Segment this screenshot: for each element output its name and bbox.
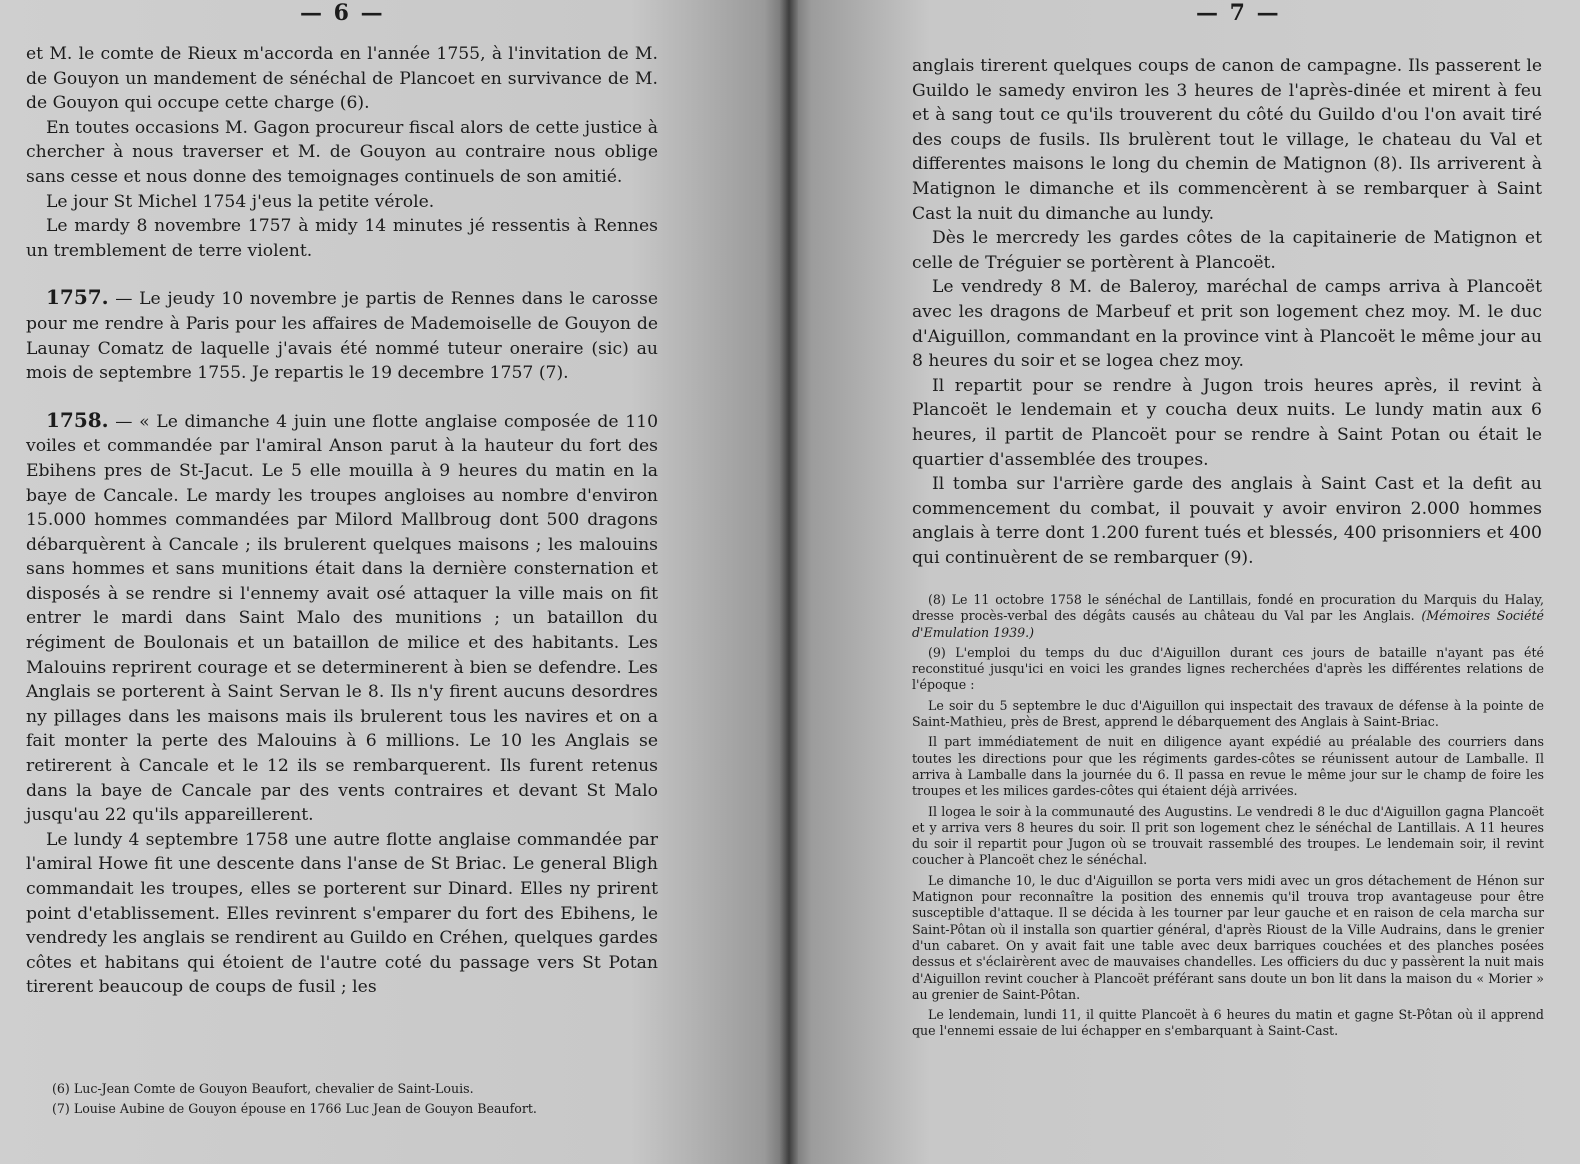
paragraph: Le lundy 4 septembre 1758 une autre flotte anglaise commandée par l'amiral Howe fit une descente dans l'anse de St Briac. Le general Bligh commandait les troupes, elles se porterent sur Dinard. Elles ny prirent point d'etablissement. Elles revinrent s'emparer du fort des Ebihens, le vendredy les anglais se rendirent au Guildo en Créhen, quelques gardes côtes et habitans qui étoient de l'autre coté du passage vers St Potan tirerent beaucoup de coups de fusil ; les: [26, 829, 658, 998]
page-number: — 6 —: [300, 0, 385, 26]
footnote-9-paragraph: Il logea le soir à la communauté des Augustins. Le vendredi 8 le duc d'Aiguillon gagna Plancoët et y arriva vers 8 heures du soir. Il prit son logement chez le sénéchal de Lantillais. A 11 heures du soir il repartit pour Jugon où se trouvait rassemblé des troupes. Le lendemain soir, il revint coucher à Plancoët chez le sénéchal.: [912, 803, 1544, 868]
year-heading: 1758.: [46, 407, 109, 432]
year-heading: 1757.: [46, 285, 109, 310]
entry-1758: [26, 408, 658, 828]
paragraph: Le vendredy 8 M. de Baleroy, maréchal de camps arriva à Plancoët avec les dragons de Marbeuf et prit son logement chez moy. M. le duc d'Aiguillon, commandant en la province vint à Plancoët le même jour au 8 heures du soir et se logea chez moy.: [912, 277, 1542, 372]
entry-1757: [26, 285, 658, 385]
footnote-9: (9) L'emploi du temps du duc d'Aiguillon durant ces jours de bataille n'ayant pas été reconstitué jusqu'ici en voici les grandes lignes recherchées d'après les différentes relations de l'époque :: [912, 644, 1544, 693]
footnote-text: (8) Le 11 octobre 1758 le sénéchal de Lantillais, fondé en procuration du Marquis du Halay, dresse procès-verbal des dégâts causés au château du Val par les Anglais.: [912, 592, 1544, 624]
main-text: [26, 42, 658, 1000]
paragraph: Il tomba sur l'arrière garde des anglais à Saint Cast et la defit au commencement du combat, il pouvait y avoir environ 2.000 hommes anglais à terre dont 1.200 furent tués et blessés, 400 prisonniers et 400 qui continuèrent de se rembarquer (9).: [912, 474, 1542, 568]
footnote-9-paragraph: Le lendemain, lundi 11, il quitte Plancoët à 6 heures du matin et gagne St-Pôtan où il apprend que l'ennemi essaie de lui échapper en s'embarquant à Saint-Cast.: [912, 1007, 1544, 1039]
paragraph: Le mardy 8 novembre 1757 à midy 14 minutes jé ressentis à Rennes un tremblement de terre violent.: [26, 216, 658, 261]
main-text: [912, 54, 1542, 570]
paragraph: anglais tirerent quelques coups de canon de campagne. Ils passerent le Guildo le samedy environ les 3 heures de l'après-dinée et mirent à feu et à sang tout ce qu'ils trouverent du côté du Guildo d'ou l'on avait tiré des coups de fusils. Ils brulèrent tout le village, le chateau du Val et differentes maisons le long du chemin de Matignon (8). Ils arriverent à Matignon le dimanche et ils commencèrent à se rembarquer à Saint Cast la nuit du dimanche au lundy.: [912, 56, 1542, 224]
footnote: (6) Luc-Jean Comte de Gouyon Beaufort, chevalier de Saint-Louis.: [52, 1081, 474, 1096]
footnotes: [36, 1081, 656, 1122]
paragraph: Le jour St Michel 1754 j'eus la petite vérole.: [46, 191, 435, 212]
entry-text: — « Le dimanche 4 juin une flotte anglaise composée de 110 voiles et commandée par l'amiral Anson parut à la hauteur du fort des Ebihens pres de St-Jacut. Le 5 elle mouilla à 9 heures du matin en la baye de Cancale. Le mardy les troupes angloises au nombre d'environ 15.000 hommes commandées par Milord Mallbroug dont 500 dragons débarquèrent à Cancale ; ils brulerent quelques maisons ; les malouins sans hommes et sans munitions était dans la dernière consternation et disposés à se rendre si l'ennemy avait osé attaquer la ville mais on fit entrer le mardi dans Saint Malo des munitions ; un bataillon du régiment de Boulonais et un bataillon de milice et des habitants. Les Malouins reprirent courage et se determinerent à bien se defendre. Les Anglais se porterent à Saint Servan le 8. Ils n'y firent aucuns desordres ny pillages dans les maisons mais ils brulerent tous les navires et on a fait monter la perte des Malouins à 6 millions. Le 10 les Anglais se retirerent à Cancale et le 12 ils se rembarquerent. Ils furent retenus dans la baye de Cancale par des vents contraires et devant St Malo jusqu'au 22 qu'ils appareillerent.: [26, 411, 658, 826]
footnote-9-paragraph: Il part immédiatement de nuit en diligence ayant expédié au préalable des courriers dans toutes les directions pour que les régiments gardes-côtes se réunissent autour de Lamballe. Il arriva à Lamballe dans la journée du 6. Il passa en revue le même jour sur le champ de foire les troupes et les milices gardes-côtes qui étaient déjà arrivées.: [912, 734, 1544, 799]
footnote-citation: (Mémoires Société d'Emulation 1939.): [912, 608, 1544, 640]
footnote-9-paragraph: Le dimanche 10, le duc d'Aiguillon se porta vers midi avec un gros détachement de Hénon sur Matignon pour reconnaître la position des ennemis qu'il trouva trop avantageuse pour être susceptible d'attaque. Il se décida à les tourner par leur gauche et en raison de cela marcha sur Saint-Pôtan où il installa son quartier général, d'après Rioust de la Ville Audrains, dans le grenier d'un cabaret. On y avait fait une table avec deux barriques couchées et des planches posées dessus et s'éclairèrent avec de mauvaises chandelles. Les officiers du duc y passèrent la nuit mais d'Aiguillon revint coucher à Plancoët préférant sans doute un bon lit dans la maison du « Morier » au grenier de Saint-Pôtan.: [912, 872, 1544, 1002]
left-page: [0, 0, 788, 1164]
entry-text: — Le jeudy 10 novembre je partis de Rennes dans le carosse pour me rendre à Paris pour les affaires de Mademoiselle de Gouyon de Launay Comatz de laquelle j'avais été nommé tuteur oneraire (sic) au mois de septembre 1755. Je repartis le 19 decembre 1757 (7).: [26, 289, 658, 384]
book-gutter: [780, 0, 798, 1164]
footnote-9-paragraph: Le soir du 5 septembre le duc d'Aiguillon qui inspectait des travaux de défense à la pointe de Saint-Mathieu, près de Brest, apprend le débarquement des Anglais à Saint-Briac.: [912, 697, 1544, 730]
paragraph: Dès le mercredy les gardes côtes de la capitainerie de Matignon et celle de Tréguier se portèrent à Plancoët.: [912, 228, 1542, 273]
footnote-8: [912, 592, 1544, 641]
footnotes: [912, 592, 1544, 1044]
footnote: (7) Louise Aubine de Gouyon épouse en 1766 Luc Jean de Gouyon Beaufort.: [52, 1101, 537, 1117]
page-number: — 7 —: [1196, 0, 1281, 26]
paragraph: En toutes occasions M. Gagon procureur fiscal alors de cette justice à chercher à nous traverser et M. de Gouyon au contraire nous oblige sans cesse et nous donne des temoignages continuels de son amitié.: [26, 117, 658, 187]
paragraph: et M. le comte de Rieux m'accorda en l'année 1755, à l'invitation de M. de Gouyon un mandement de sénéchal de Plancoet en survivance de M. de Gouyon qui occupe cette charge (6).: [26, 44, 658, 114]
right-page: [788, 0, 1580, 1164]
paragraph: Il repartit pour se rendre à Jugon trois heures après, il revint à Plancoët le lendemain et y coucha deux nuits. Le lundy matin aux 6 heures, il partit de Plancoët pour se rendre à Saint Potan ou était le quartier d'assemblée des troupes.: [912, 375, 1542, 470]
